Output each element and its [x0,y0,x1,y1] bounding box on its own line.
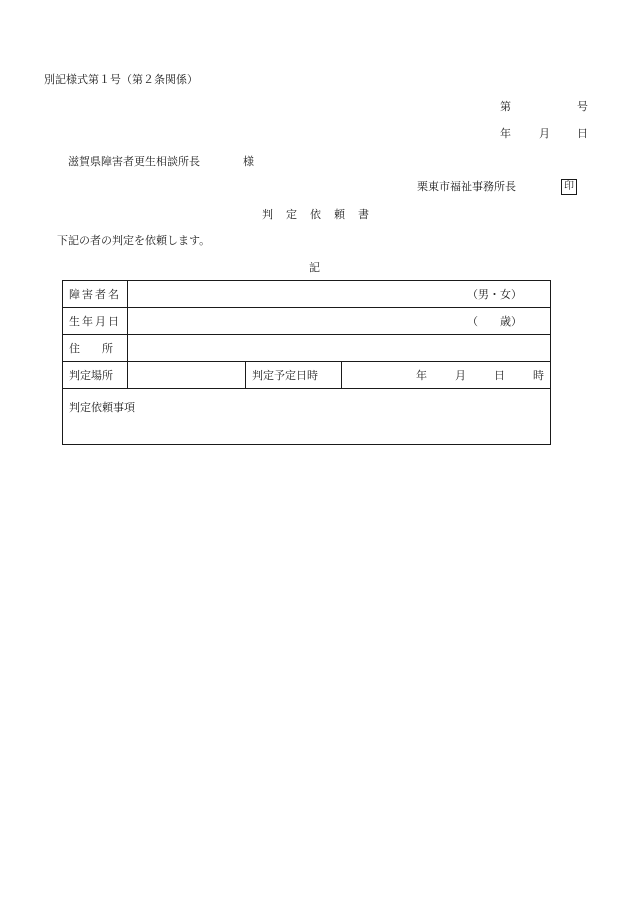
person-name-field[interactable] [128,281,551,308]
request-items-label: 判定依頼事項 [69,401,135,414]
place-label: 判定場所 [63,362,128,389]
ki-label: 記 [309,261,320,274]
address-field[interactable] [128,335,551,362]
schedule-label: 判定予定日時 [246,362,342,389]
date-day-label: 日 [577,127,588,140]
document-title: 判定依頼書 [262,208,382,221]
row-birthdate [63,308,551,335]
date-month-label: 月 [539,127,550,140]
place-field[interactable] [128,362,246,389]
schedule-units: 年 月 日 時 [416,369,544,382]
number-label-dai: 第 [500,100,511,113]
recipient-name: 滋賀県障害者更生相談所長 [68,155,200,168]
row-place-schedule [63,362,551,389]
address-label: 住 所 [63,335,128,362]
age-note: （ 歳） [467,315,522,328]
date-year-label: 年 [500,127,511,140]
intro-text: 下記の者の判定を依頼します。 [57,234,211,247]
row-request-items [63,389,551,445]
recipient-honorific: 様 [243,155,254,168]
seal-mark: 印 [561,179,577,195]
row-address [63,335,551,362]
sex-note: （男・女） [467,288,522,301]
number-label-go: 号 [577,100,588,113]
row-person-name [63,281,551,308]
birthdate-label: 生年月日 [63,308,128,335]
request-form-table [62,280,551,445]
request-items-field[interactable] [63,389,551,445]
sender-name: 栗東市福祉事務所長 [417,180,516,193]
schedule-field[interactable] [342,362,551,389]
form-number: 別記様式第１号（第２条関係） [44,73,198,86]
birthdate-field[interactable] [128,308,551,335]
person-name-label: 障害者名 [63,281,128,308]
